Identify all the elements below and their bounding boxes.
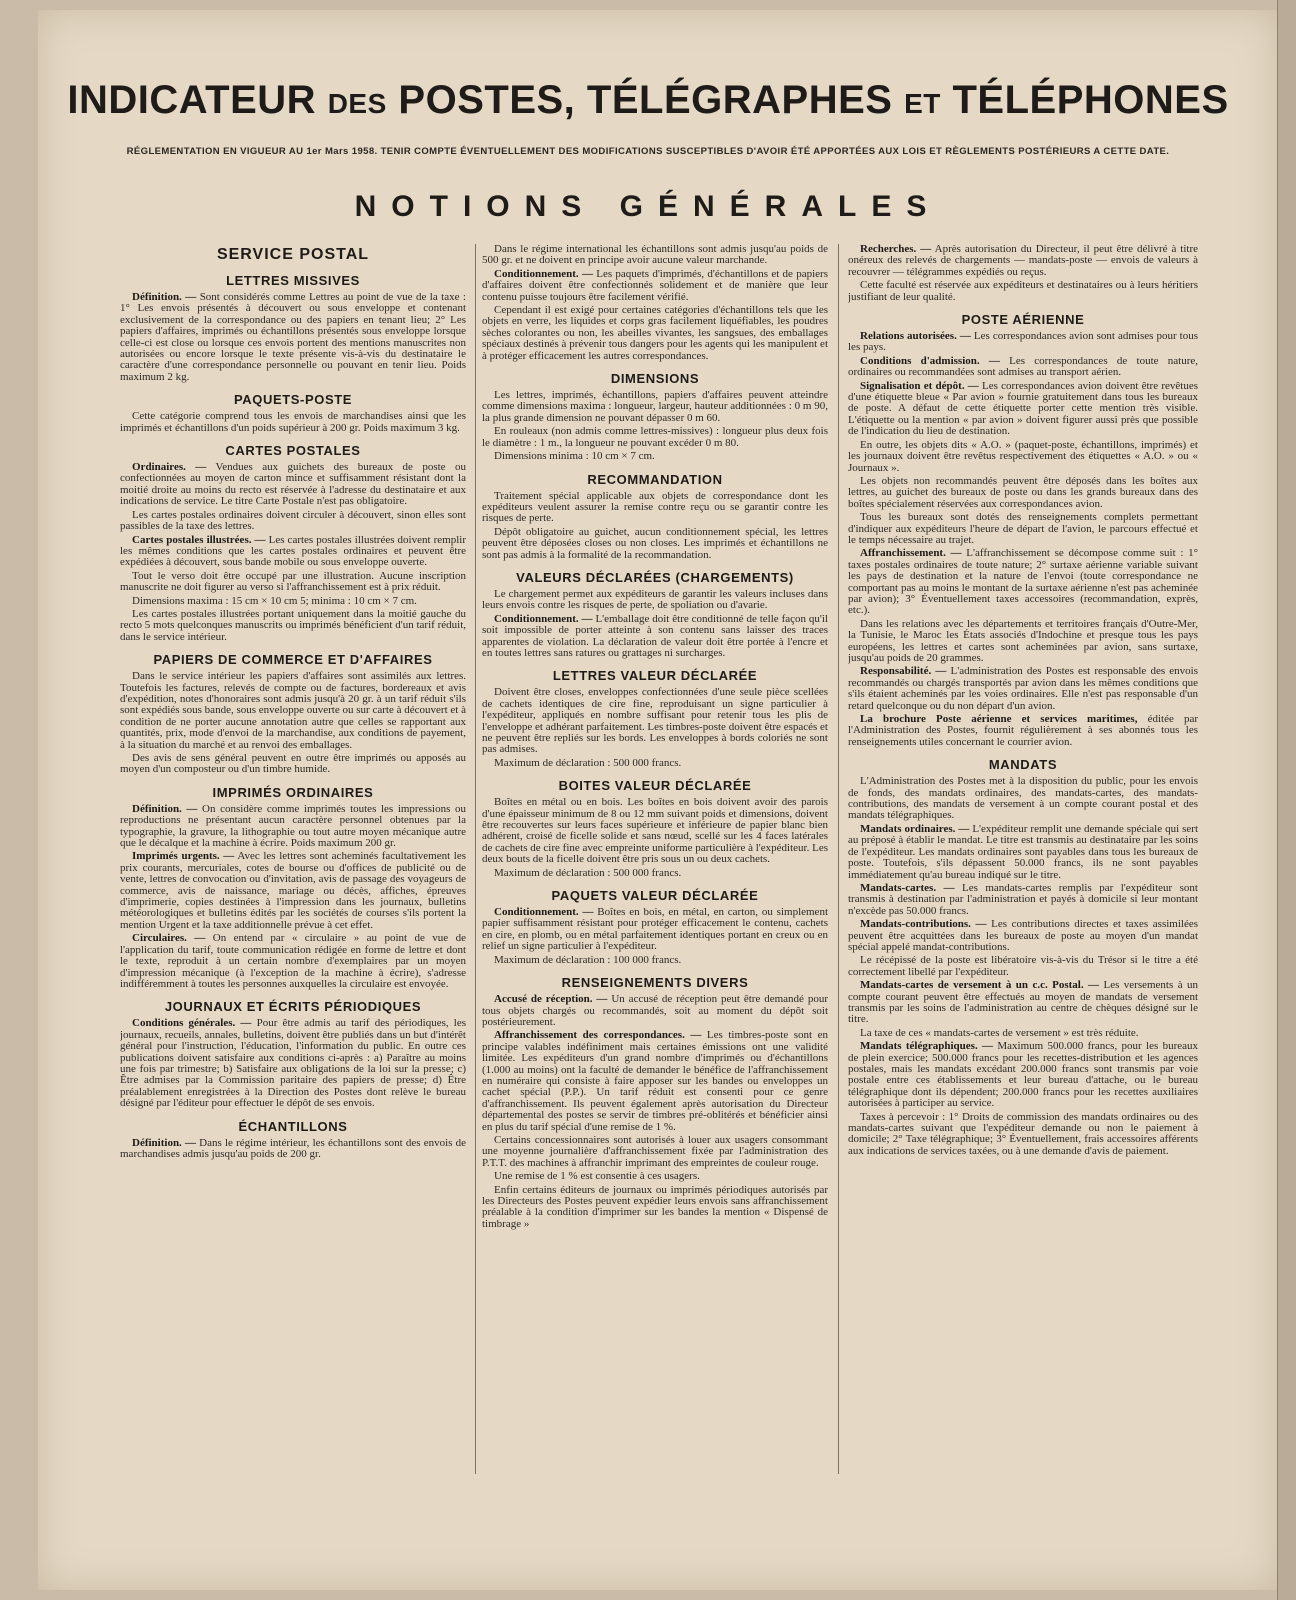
heading-echantillons: ÉCHANTILLONS bbox=[238, 1118, 348, 1134]
lead-term: Conditions d'admission. — bbox=[860, 354, 1000, 367]
column-divider bbox=[475, 244, 476, 1474]
title-word-et: ET bbox=[904, 88, 941, 119]
paragraph bbox=[848, 381, 1198, 438]
paragraph: Cette faculté est réservée aux expéditeurs et destinataires ou à leurs héritiers justifiant de leur qualité. bbox=[848, 279, 1198, 303]
heading-imprimes-ordinaires: IMPRIMÉS ORDINAIRES bbox=[212, 784, 374, 800]
paragraph-text: Les cartes postales illustrées doivent remplir les mêmes conditions que les cartes postales ordinaires et peuvent être expédiées à découvert, sous bande mobile ou sous enveloppe ouverte. bbox=[120, 533, 466, 569]
paragraph-text: Les contributions directes et taxes assimilées peuvent être acquittées dans les bureaux de poste au moyen d'un mandat spécial appelé mandat-contributions. bbox=[848, 918, 1198, 953]
lead-term: Cartes postales illustrées. — bbox=[132, 533, 266, 546]
lead-term: Définition. — bbox=[132, 1136, 196, 1149]
heading-recommandation: RECOMMANDATION bbox=[587, 471, 723, 487]
paragraph: Le récépissé de la poste est libératoire vis-à-vis du Trésor si le titre a été correctement libellé par l'expéditeur. bbox=[848, 954, 1198, 978]
paragraph bbox=[120, 1138, 466, 1161]
lead-term: Définition. — bbox=[132, 291, 197, 303]
paragraph: Les lettres, imprimés, échantillons, papiers d'affaires peuvent atteindre comme dimensions maxima : longueur, largeur, hauteur additionnées : 0 m 90, la plus grande dimension ne pouvant dépasser 0 m 60. bbox=[482, 389, 828, 424]
paragraph-text: Les timbres-poste sont en principe valables indéfiniment mais certaines émissions ont une validité limitée. Les expéditeurs d'un grand nombre d'imprimés ou d'échantillons (1.000 au moins) ont la faculté de demander le bénéfice de l'affranchissement en numéraire qui consiste à faire apposer sur les bandes ou enveloppes un cachet spécial (P.P.). Un tarif réduit est consenti pour ce genre d'affranchissement. Ils peuvent également après autorisation du Directeur départemental des postes se servir de timbres pré-oblitérés et bénéficier ainsi en plus du tarif spécial d'une remise de 1 %. bbox=[482, 1029, 828, 1133]
heading-valeurs-declarees: VALEURS DÉCLARÉES (CHARGEMENTS) bbox=[516, 569, 794, 585]
lead-term: Conditionnement. — bbox=[494, 906, 594, 919]
paragraph bbox=[482, 269, 828, 303]
lead-term: Conditionnement. — bbox=[494, 267, 593, 280]
paragraph bbox=[848, 244, 1198, 278]
heading-lettres-missives: LETTRES MISSIVES bbox=[226, 273, 360, 288]
title-word-postes-telegraphes: POSTES, TÉLÉGRAPHES bbox=[398, 78, 893, 122]
paragraph: En outre, les objets dits « A.O. » (paquet-poste, échantillons, imprimés) et les journaux doivent être revêtus respectivement des étiquettes « A.O. » ou « Journaux ». bbox=[848, 438, 1198, 474]
paragraph bbox=[482, 614, 828, 660]
column-divider bbox=[838, 244, 839, 1474]
lead-term: Mandats-cartes. — bbox=[860, 881, 955, 894]
paragraph-text: Les mandats-cartes remplis par l'expéditeur sont transmis à destination par l'administration et payés à domicile si leur montant n'excède pas 50.000 francs. bbox=[848, 881, 1198, 917]
paragraph-text: Les versements à un compte courant peuvent être effectués au moyen de mandats de versement transmis par les soins de l'administration au centre de chèques désigné sur le titre. bbox=[848, 979, 1198, 1026]
paragraph: Doivent être closes, enveloppes confectionnées d'une seule pièce scellées de cachets identiques de cire fine, reproduisant un signe particulier à l'expéditeur, appliqués en nombre suffisant pour retenir tous les plis de l'enveloppe et adhérant parfaitement. Les timbres-poste doivent être espacés et ne peuvent être repliés sur les bords. Les enveloppes à bords coloriés ne sont pas admises. bbox=[482, 686, 828, 756]
paragraph: Les cartes postales ordinaires doivent circuler à découvert, sinon elles sont passibles de la taxe des lettres. bbox=[120, 508, 466, 533]
paragraph: L'Administration des Postes met à la disposition du public, pour les envois de fonds, des mandats ordinaires, des mandats-cartes, des mandats-contributions, des mandats de versement à un compte courant postal et des mandats télégraphiques. bbox=[848, 775, 1198, 822]
paragraph bbox=[120, 292, 466, 383]
lead-term: Responsabilité. — bbox=[860, 665, 947, 678]
lead-term: Circulaires. — bbox=[132, 932, 206, 945]
lead-term: Ordinaires. — bbox=[132, 461, 207, 474]
lead-term: Mandats ordinaires. — bbox=[860, 822, 970, 835]
lead-term: Affranchissement. — bbox=[860, 547, 962, 560]
title-word-telephones: TÉLÉPHONES bbox=[952, 78, 1229, 122]
paragraph: Le chargement permet aux expéditeurs de garantir les valeurs incluses dans leurs envois contre les risques de perte, de spoliation ou d'avarie. bbox=[482, 587, 828, 612]
subtitle: RÉGLEMENTATION EN VIGUEUR AU 1er Mars 1958. TENIR COMPTE ÉVENTUELLEMENT DES MODIFICATIONS SUSCEPTIBLES D'AVOIR ÉTÉ APPORTÉES AUX LOIS ET RÈGLEMENTS POSTÉRIEURS A CETTE DATE. bbox=[126, 146, 1170, 157]
paragraph-text: L'affranchissement se décompose comme suit : 1° taxes postales ordinaires de toute nature; 2° surtaxe aérienne variable suivant les pays de destination et la nature de l'envoi (toute correspondance ne comportant pas au moins le montant de la surtaxe aérienne n'est pas acheminée par avion); 3° Éventuellement taxes accessoires (recommandation, exprès, etc.). bbox=[848, 547, 1198, 617]
paragraph bbox=[848, 883, 1198, 917]
paragraph: Certains concessionnaires sont autorisés à louer aux usagers consommant une moyenne journalière d'affranchissement fixée par l'administration des P.T.T. des machines à affranchir imprimant des empreintes de couleur rouge. bbox=[482, 1133, 828, 1169]
paragraph-text: Les paquets d'imprimés, d'échantillons et de papiers d'affaires doivent être confectionnés solidement et de manière que leur contenu puisse toujours être facilement vérifié. bbox=[482, 267, 828, 303]
paragraph: Dans le régime international les échantillons sont admis jusqu'au poids de 500 gr. et ne doivent en principe avoir aucune valeur marchande. bbox=[482, 244, 828, 267]
paragraph-text: On entend par « circulaire » au point de vue de l'application du tarif, toute communication rédigée en forme de lettre et dont le texte, reproduit à un certain nombre d'exemplaires par un moyen d'impression mécanique (à l'exception de la machine à écrire), s'adresse indifféremment à toutes les personnes auxquelles la circulaire est envoyée. bbox=[120, 932, 466, 990]
paragraph: Dans le service intérieur les papiers d'affaires sont assimilés aux lettres. Toutefois les factures, relevés de compte ou de factures, bordereaux et avis d'expédition, notes d'honoraires sont admis jusqu'à 20 gr. à un tarif réduit s'ils sont expédiés sous bande, sous enveloppe ouverte ou sur carte à découvert et à condition de ne porter aucune annotation autre que celles se rapportant aux quantités, prix, mode d'envoi de la marchandise, aux conditions de payement, à la situation du marché et au renvoi des emballages. bbox=[120, 670, 466, 751]
column-2 bbox=[482, 244, 828, 1474]
paragraph-text: Un accusé de réception peut être demandé pour tous objets chargés ou recommandés, soit au moment du dépôt soit postérieurement. bbox=[482, 993, 828, 1028]
paragraph-text: Avec les lettres sont acheminés facultativement les prix courants, mercuriales, cotes de bourse ou d'offices de publicité ou de vente, lettres de convocation ou d'invitation, avis de passage des voyageurs de commerce, avis de naissance, mariage ou décès, affiches, épreuves d'imprimerie, copies destinées à l'impression dans les journaux, bulletins météorologiques et bulletins édités par les sociétés de courses s'ils portent la mention Urgent et la taxe additionnelle prévue à cet effet. bbox=[120, 850, 466, 931]
paragraph: Les cartes postales illustrées portant uniquement dans la moitié gauche du recto 5 mots quelconques manuscrits ou imprimés bénéficient d'un tarif réduit, dans le service intérieur. bbox=[120, 607, 466, 643]
paragraph bbox=[120, 535, 466, 569]
paragraph: Maximum de déclaration : 100 000 francs. bbox=[494, 953, 682, 966]
paragraph-text: L'administration des Postes est responsable des envois recommandés ou chargés transportés par avion dans les mêmes conditions que s'ils étaient acheminés par les voies ordinaires. Elle n'est pas responsable d'un retard quelconque ou du non départ d'un avion. bbox=[848, 665, 1198, 712]
paragraph: Cette catégorie comprend tous les envois de marchandises ainsi que les imprimés et échantillons d'un poids supérieur à 200 gr. Poids maximum 3 kg. bbox=[120, 410, 466, 434]
paragraph-text: Après autorisation du Directeur, il peut être délivré à titre onéreux des relevés de chargements — mandats-poste — envois de valeurs à recouvrer — télégrammes expédiés ou reçus. bbox=[848, 244, 1198, 278]
paragraph: Dans les relations avec les départements et territoires français d'Outre-Mer, la Tunisie, le Maroc les États associés d'Indochine et presque tous les pays européens, les lettres et cartes sont acheminées par avion, sans surtaxe, jusqu'au poids de 20 grammes. bbox=[848, 617, 1198, 664]
paragraph: Les objets non recommandés peuvent être déposés dans les boîtes aux lettres, au guichet des bureaux de poste ou dans les grands bureaux dans des boîtes spécialement réservées aux correspondances avion. bbox=[848, 474, 1198, 510]
heading-cartes-postales: CARTES POSTALES bbox=[225, 443, 361, 459]
paragraph: Dépôt obligatoire au guichet, aucun conditionnement spécial, les lettres peuvent être déposées closes ou non closes. Les imprimés et échantillons ne sont pas admis à la formalité de la recommandation. bbox=[482, 525, 828, 561]
paragraph bbox=[120, 851, 466, 931]
lead-term: Définition. — bbox=[132, 802, 198, 815]
paragraph: Une remise de 1 % est consentie à ces usagers. bbox=[494, 1170, 700, 1183]
paragraph-text: Sont considérés comme Lettres au point de vue de la taxe : 1° Les envois présentés à découvert ou sous enveloppe et contenant exclusivement de la correspondance ou des papiers en tenant lieu; 2° Les papiers d'affaires, imprimés ou échantillons présentés sous enveloppe lorsque celle-ci est close ou lorsque ces envois portent des mentions manuscrites non autorisées ou encore lorsque le texte présente vis-à-vis du destinataire le caractère d'une correspondance personnelle ou pouvant en tenir lieu. Poids maximum 2 kg. bbox=[120, 291, 466, 383]
lead-term: Affranchissement des correspondances. — bbox=[494, 1029, 702, 1042]
lead-term: La brochure Poste aérienne et services maritimes, bbox=[860, 713, 1138, 726]
lead-term: Imprimés urgents. — bbox=[132, 850, 235, 863]
lead-term: Mandats-contributions. — bbox=[860, 918, 987, 931]
paragraph: La taxe de ces « mandats-cartes de versement » est très réduite. bbox=[860, 1026, 1139, 1039]
paragraph: Maximum de déclaration : 500 000 francs. bbox=[494, 756, 682, 769]
main-title bbox=[0, 78, 1296, 123]
paragraph: En rouleaux (non admis comme lettres-missives) : longueur plus deux fois le diamètre : 1 m., la longueur ne pouvant excéder 0 m 80. bbox=[482, 425, 828, 449]
paragraph: Boîtes en métal ou en bois. Les boîtes en bois doivent avoir des parois d'une épaisseur minimum de 8 ou 12 mm suivant poids et dimensions, doivent être recouvertes sur leurs faces supérieure et inférieure de papier blanc bien adhérent, croisé de ficelle solide et sans nœud, scellé sur les 4 faces latérales de cachets de cire fine avec empreinte uniforme particulière à l'expéditeur. Les deux bouts de la ficelle doivent être pris sous un ou deux cachets. bbox=[482, 796, 828, 866]
paragraph: Taxes à percevoir : 1° Droits de commission des mandats ordinaires ou des mandats-cartes suivant que l'expéditeur demande ou non le paiement à domicile; 2° Taxe télégraphique; 3° Éventuellement, frais accessoires afférents aux indications de services taxées, ou à une demande d'avis de paiement. bbox=[848, 1110, 1198, 1157]
paragraph: Des avis de sens général peuvent en outre être imprimés ou apposés au moyen d'un composteur ou d'un timbre humide. bbox=[120, 752, 466, 776]
paragraph bbox=[482, 1030, 828, 1133]
lead-term: Accusé de réception. — bbox=[494, 993, 608, 1006]
lead-term: Conditionnement. — bbox=[494, 612, 593, 625]
heading-service-postal: SERVICE POSTAL bbox=[216, 246, 370, 263]
paragraph bbox=[848, 714, 1198, 748]
paragraph-text: Maximum 500.000 francs, pour les bureaux de plein exercice; 500.000 francs pour les recettes-distribution et les agences postales, mais les mandats excédant 200.000 francs sont transmis par voie postale entre ces établissements et leur bureau d'attache, ou le bureau télégraphique dont ils dépendent; 200.000 francs pour les recettes auxiliaires autorisées à participer au service. bbox=[848, 1040, 1198, 1110]
paragraph: Tout le verso doit être occupé par une illustration. Aucune inscription manuscrite ne doit figurer au verso si l'affranchissement est à prix réduit. bbox=[120, 569, 466, 594]
paragraph: Cependant il est exigé pour certaines catégories d'échantillons tels que les objets en verre, les liquides et corps gras facilement liquéfiables, les poudres sèches colorantes ou non, les abeilles vivantes, les sangsues, des emballages spéciaux destinés à prévenir tous dangers pour les agents qui les manipulent et à protéger efficacement les autres correspondances. bbox=[482, 304, 828, 362]
paragraph bbox=[848, 824, 1198, 881]
paragraph bbox=[848, 980, 1198, 1026]
paragraph: Dimensions maxima : 15 cm × 10 cm 5; minima : 10 cm × 7 cm. bbox=[132, 594, 417, 607]
paragraph bbox=[848, 1041, 1198, 1109]
heading-renseignements: RENSEIGNEMENTS DIVERS bbox=[561, 975, 749, 991]
paragraph: Dimensions minima : 10 cm × 7 cm. bbox=[494, 450, 655, 463]
paragraph-text: Les correspondances avion doivent être revêtues d'une étiquette bleue « Par avion » fournie gratuitement dans tous les bureaux de poste. A défaut de cette étiquette porter cette mention très visible. L'étiquette ou la mention « par avion » doivent figurer aussi près que possible de l'indication du lieu de destination. bbox=[848, 379, 1198, 438]
lead-term: Recherches. — bbox=[860, 244, 932, 255]
paragraph bbox=[848, 356, 1198, 379]
paragraph-text: L'emballage doit être conditionné de telle façon qu'il soit impossible de porter atteinte à son contenu sans laisser des traces apparentes de violation. La déclaration de valeur doit être portée à l'encre et en toutes lettres sans ratures ou grattages ni surcharges. bbox=[482, 612, 828, 659]
paragraph bbox=[848, 331, 1198, 354]
binding-edge bbox=[1277, 0, 1296, 1600]
paragraph-text: Les correspondances de toute nature, ordinaires ou recommandées sont admises au transport aérien. bbox=[848, 354, 1198, 379]
paragraph bbox=[120, 462, 466, 508]
paragraph bbox=[120, 1018, 466, 1109]
heading-paquets-valeur: PAQUETS VALEUR DÉCLARÉE bbox=[551, 888, 759, 904]
paragraph bbox=[120, 804, 466, 850]
heading-papiers-commerce: PAPIERS DE COMMERCE ET D'AFFAIRES bbox=[153, 652, 433, 668]
heading-boites-valeur: BOITES VALEUR DÉCLARÉE bbox=[558, 778, 752, 794]
paragraph-text: On considère comme imprimés toutes les impressions ou reproductions ne présentant aucun caractère personnel obtenues par la typographie, la gravure, la lithographie ou tout autre moyen mécanique autre que le décalque et la machine à écrire. Poids maximum 200 gr. bbox=[120, 802, 466, 850]
paragraph-text: Vendues aux guichets des bureaux de poste ou confectionnées au moyen de carton mince et suffisamment résistant dont la moitié droite au moins du recto est réservée à l'adresse du destinataire et aux indications de service. Le titre Carte Postale n'est pas obligatoire. bbox=[120, 461, 466, 508]
lead-term: Signalisation et dépôt. — bbox=[860, 379, 979, 392]
paragraph-text: éditée par l'Administration des Postes, fournit régulièrement à ses abonnés tous les renseignements utiles concernant le courrier avion. bbox=[848, 713, 1198, 748]
paragraph: Maximum de déclaration : 500 000 francs. bbox=[494, 866, 682, 879]
paragraph bbox=[848, 548, 1198, 616]
lead-term: Mandats télégraphiques. — bbox=[860, 1040, 994, 1053]
heading-mandats: MANDATS bbox=[988, 757, 1058, 773]
lead-term: Mandats-cartes de versement à un c.c. Postal. — bbox=[860, 979, 1100, 992]
paragraph bbox=[848, 919, 1198, 953]
heading-paquets-poste: PAQUETS-POSTE bbox=[233, 392, 353, 408]
title-word-indicateur: INDICATEUR bbox=[67, 78, 317, 122]
lead-term: Conditions générales. — bbox=[132, 1017, 252, 1030]
paragraph: Enfin certains éditeurs de journaux ou imprimés périodiques autorisés par les Directeurs des Postes peuvent expédier leurs envois sans affranchissement préalable à la condition d'imprimer sur les bandes la mention « Dispensé de timbrage » bbox=[482, 1183, 828, 1230]
paragraph-text: Dans le régime intérieur, les échantillons sont des envois de marchandises admis jusqu'au poids de 200 gr. bbox=[120, 1136, 466, 1160]
paragraph-text: Boîtes en bois, en métal, en carton, ou simplement papier suffisamment résistant pour protéger efficacement le contenu, cachets en cire, en plomb, ou en métal parfaitement identiques portant en creux ou en relief un signe particulier à l'expéditeur. bbox=[482, 906, 828, 953]
column-1 bbox=[120, 244, 466, 1474]
title-word-des: DES bbox=[327, 88, 387, 119]
lead-term: Relations autorisées. — bbox=[860, 330, 971, 343]
heading-journaux: JOURNAUX ET ÉCRITS PÉRIODIQUES bbox=[164, 999, 422, 1015]
paragraph: Tous les bureaux sont dotés des renseignements complets permettant d'indiquer aux expéditeurs l'heure de départ de l'avion, le parcours effectué et le temps nécessaire au trajet. bbox=[848, 511, 1198, 546]
columns bbox=[120, 244, 1210, 1474]
heading-poste-aerienne: POSTE AÉRIENNE bbox=[961, 312, 1085, 328]
heading-lettres-valeur: LETTRES VALEUR DÉCLARÉE bbox=[552, 668, 758, 684]
paragraph bbox=[482, 994, 828, 1028]
paragraph bbox=[482, 907, 828, 953]
paragraph-text: Les correspondances avion sont admises pour tous les pays. bbox=[848, 330, 1198, 354]
paragraph bbox=[848, 666, 1198, 712]
paragraph: Traitement spécial applicable aux objets de correspondance dont les expéditeurs veulent assurer la remise contre reçu ou se garantir contre les risques de perte. bbox=[482, 489, 828, 525]
paragraph bbox=[120, 933, 466, 990]
column-3 bbox=[848, 244, 1198, 1474]
paragraph-text: L'expéditeur remplit une demande spéciale qui sert au préposé à établir le mandat. Le titre est transmis au destinataire par les soins de l'expéditeur. Les mandats ordinaires sont payables dans tous les bureaux de poste. Toutefois, s'ils dépassent 50.000 francs, ils ne sont payables immédiatement qu'au bureau indiqué sur le titre. bbox=[848, 822, 1198, 881]
section-heading-notions: NOTIONS GÉNÉRALES bbox=[354, 190, 942, 223]
paragraph-text: Pour être admis au tarif des périodiques, les journaux, recueils, annales, bulletins, doivent être publiés dans un but d'intérêt général pour l'instruction, l'éducation, l'information du public. En outre ces publications doivent satisfaire aux conditions ci-après : a) Paraître au moins une fois par trimestre; b) Satisfaire aux obligations de la loi sur la presse; c) Être admises par la Commission paritaire des papiers de presse; d) Être préalablement enregistrées à la Direction des Postes dont relève le bureau désigné par l'éditeur pour effectuer le dépôt de ses envois. bbox=[120, 1017, 466, 1110]
heading-dimensions: DIMENSIONS bbox=[610, 371, 700, 387]
